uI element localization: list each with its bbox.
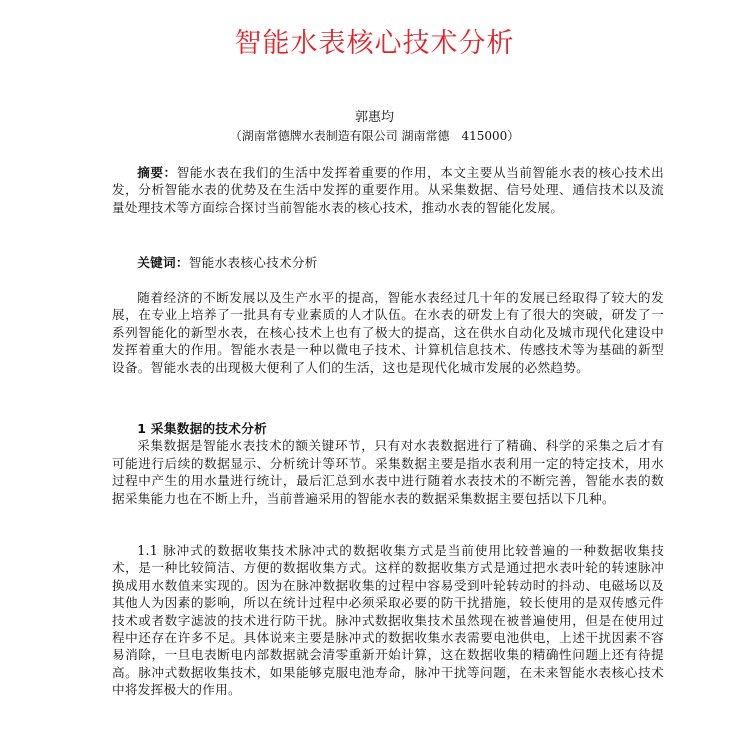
subsection-1-1 — [112, 542, 664, 699]
intro-text: 随着经济的不断发展以及生产水平的提高，智能水表经过几十年的发展已经取得了较大的发展，在专业上培养了一批具有专业素质的人才队伍。在水表的研发上有了很大的突破，研发了一系列智能化的新型水表，在核心技术上也有了极大的提高，这在供水自动化及城市现代化建设中发挥着重大的作用。智能水表是一种以微电子技术、计算机信息技术、传感技术等为基础的新型设备。智能水表的出现极大便利了人们的生活，这也是现代化城市发展的必然趋势。 — [112, 290, 664, 375]
keywords-text: 智能水表核心技术分析 — [188, 255, 318, 270]
author-affiliation: （湖南常德牌水表制造有限公司 湖南常德 415000） — [229, 129, 520, 143]
paper-title: 智能水表核心技术分析 — [234, 28, 515, 59]
intro-paragraph — [112, 289, 664, 376]
abstract — [112, 164, 664, 216]
abstract-label: 摘要： — [137, 165, 177, 180]
keywords-label: 关键词： — [137, 255, 189, 270]
section-1-paragraph: 采集数据是智能水表技术的额关键环节，只有对水表数据进行了精确、科学的采集之后才有可能进行后续的数据显示、分析统计等环节。采集数据主要是指水表利用一定的特定技术，用水过程中产生的用水量进行统计，最后汇总到水表中进行随着水表技术的不断完善，智能水表的数据采集能力也在不断上升，当前普遍采用的智能水表的数据采集数据主要包括以下几种。 — [112, 438, 664, 506]
abstract-text: 智能水表在我们的生活中发挥着重要的作用，本文主要从当前智能水表的核心技术出发，分析智能水表的优势及在生活中发挥的重要作用。从采集数据、信号处理、通信技术以及流量处理技术等方面综合探讨当前智能水表的核心技术，推动水表的智能化发展。 — [112, 165, 664, 215]
section-1 — [112, 420, 664, 507]
section-1-heading: 1 采集数据的技术分析 — [137, 421, 267, 436]
author-name: 郭惠均 — [354, 110, 394, 125]
subsection-1-1-text: 1.1 脉冲式的数据收集技术脉冲式的数据收集方式是当前使用比较普遍的一种数据收集技术，是一种比较简洁、方便的数据收集方式。这样的数据收集方式是通过把水表叶轮的转速脉冲换成用水数值来实现的。因为在脉冲数据收集的过程中容易受到叶轮转动时的抖动、电磁场以及其他人为因素的影响，所以在统计过程中必须采取必要的防干扰措施，较长使用的是双传感元件技术或者数字滤波的技术进行防干扰。脉冲式数据收集技术虽然现在被普遍使用，但是在使用过程中还存在许多不足。具体说来主要是脉冲式的数据收集水表需要电池供电，上述干扰因素不容易消除，一旦电表断电内部数据就会清零重新开始计算，这在数据收集的精确性问题上还有待提高。脉冲式数据收集技术，如果能够克服电池寿命，脉冲干扰等问题，在未来智能水表核心技术中将发挥极大的作用。 — [112, 543, 664, 698]
keywords — [112, 254, 664, 271]
